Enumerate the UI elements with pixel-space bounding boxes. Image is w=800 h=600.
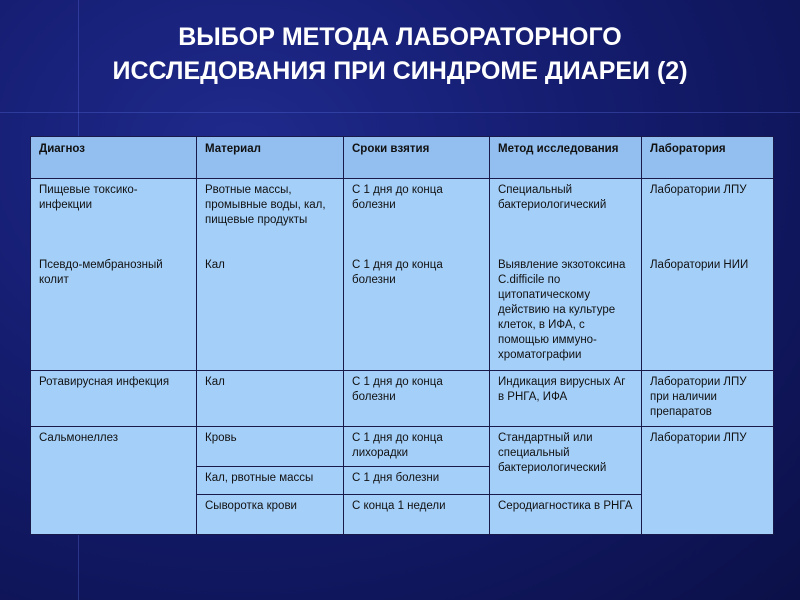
- cell-material: Кал: [197, 371, 344, 427]
- cell-timing: С 1 дня болезни: [344, 467, 490, 495]
- cell-diagnosis: Сальмонеллез: [31, 427, 197, 535]
- cell-laboratory: Лаборатории ЛПУ: [642, 427, 774, 535]
- decorative-horizontal-line: [0, 112, 800, 113]
- cell-material: Кровь: [197, 427, 344, 467]
- material-stool: Кал: [205, 259, 225, 271]
- title-line-2: ИССЛЕДОВАНИЯ ПРИ СИНДРОМЕ ДИАРЕИ (2): [112, 57, 688, 85]
- cell-timing: С 1 дня до конца лихорадки: [344, 427, 490, 467]
- header-laboratory: Лаборатория: [642, 137, 774, 179]
- cell-material: Кал, рвотные массы: [197, 467, 344, 495]
- cell-laboratory: [642, 179, 774, 371]
- method-special-bacteriological: Специальный бактериологический: [498, 184, 607, 211]
- header-diagnosis: Диагноз: [31, 137, 197, 179]
- header-timing: Сроки взятия: [344, 137, 490, 179]
- cell-material: [197, 179, 344, 371]
- timing-a: С 1 дня до конца болезни: [352, 184, 443, 211]
- page-title: [0, 20, 800, 88]
- lab-lpu: Лаборатории ЛПУ: [650, 184, 747, 196]
- lab-nii: Лаборатории НИИ: [650, 259, 749, 271]
- cell-method: Серодиагностика в РНГА: [490, 495, 642, 535]
- table-row: [31, 179, 774, 371]
- cell-material: Сыворотка крови: [197, 495, 344, 535]
- header-method: Метод исследования: [490, 137, 642, 179]
- cell-timing: С 1 дня до конца болезни: [344, 371, 490, 427]
- cell-method: Индикация вирусных Аг в РНГА, ИФА: [490, 371, 642, 427]
- timing-b: С 1 дня до конца болезни: [352, 259, 443, 286]
- lab-methods-table: [30, 136, 774, 535]
- cell-method: Стандартный или специальный бактериологический: [490, 427, 642, 495]
- cell-timing: С конца 1 недели: [344, 495, 490, 535]
- title-line-1: ВЫБОР МЕТОДА ЛАБОРАТОРНОГО: [178, 23, 622, 51]
- diagnosis-food-toxic-infection: Пищевые токсико-инфекции: [39, 184, 138, 211]
- table-row: [31, 427, 774, 467]
- cell-timing: [344, 179, 490, 371]
- method-exotoxin-detection: Выявление экзотоксина C.difficile по цитопатическому действию на культуре клеток, в ИФА, с помощью иммуно-хроматографии: [498, 259, 626, 361]
- cell-diagnosis: Ротавирусная инфекция: [31, 371, 197, 427]
- header-material: Материал: [197, 137, 344, 179]
- cell-method: [490, 179, 642, 371]
- cell-laboratory: Лаборатории ЛПУ при наличии препаратов: [642, 371, 774, 427]
- material-vomit-washings: Рвотные массы, промывные воды, кал, пищевые продукты: [205, 184, 326, 226]
- diagnosis-pseudomembranous-colitis: Псевдо-мембранозный колит: [39, 259, 163, 286]
- cell-diagnosis: [31, 179, 197, 371]
- table-header-row: [31, 137, 774, 179]
- table-row: [31, 371, 774, 427]
